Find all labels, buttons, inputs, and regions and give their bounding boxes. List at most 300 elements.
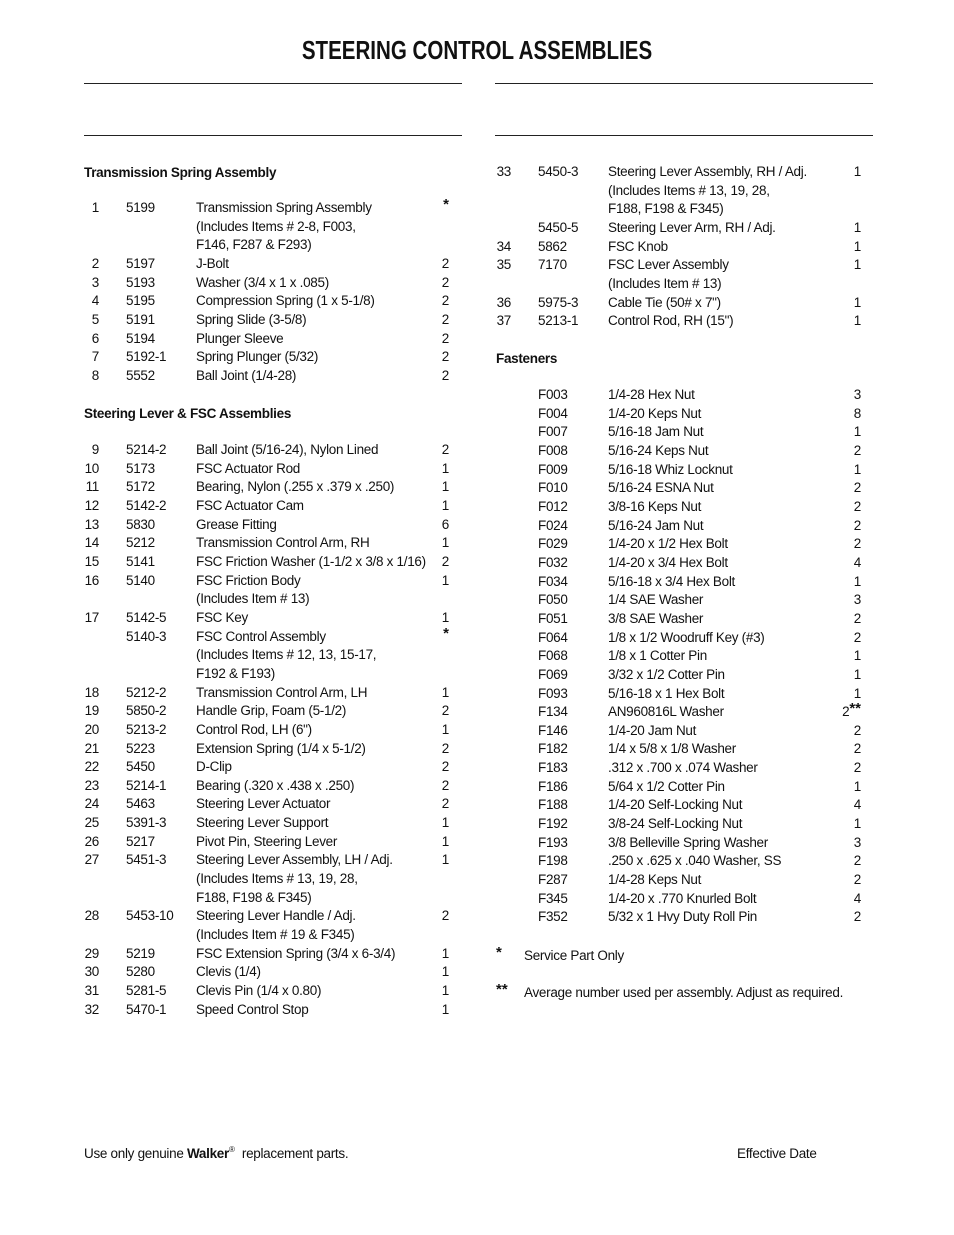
parts-row: [496, 163, 874, 182]
part-description: (Includes Items # 13, 19, 28,: [608, 182, 770, 198]
part-number: 5450: [126, 759, 155, 775]
quantity-value: 1: [853, 164, 861, 179]
parts-row: [84, 624, 462, 647]
part-number: 5194: [126, 330, 155, 346]
part-description: F192 & F193): [196, 665, 275, 681]
quantity-value: 1: [853, 294, 861, 310]
part-description: Ball Joint (5/16-24), Nylon Lined: [196, 442, 379, 457]
part-description: 5/16-18 x 3/4 Hex Bolt: [608, 573, 735, 589]
part-description: Compression Spring (1 x 5-1/8): [196, 293, 375, 309]
part-description: Transmission Control Arm, LH: [196, 684, 368, 700]
part-number: 5191: [126, 311, 155, 327]
part-number: 5192-1: [126, 349, 167, 365]
parts-row: [496, 629, 874, 648]
part-number: F352: [538, 909, 568, 925]
part-description: 1/4-20 x 3/4 Hex Bolt: [608, 554, 728, 570]
parts-row: [496, 573, 874, 592]
quantity-value: 2: [853, 760, 861, 776]
part-description: Cable Tie (50# x 7"): [608, 294, 721, 310]
part-number: 5217: [126, 833, 155, 849]
quantity: [826, 852, 861, 871]
parts-row: [84, 1001, 462, 1020]
part-number: 5830: [126, 516, 155, 532]
part-description: .312 x .700 x .074 Washer: [608, 760, 758, 776]
part-description: Steering Lever Arm, RH / Adj.: [608, 219, 776, 235]
item-number: 11: [85, 479, 99, 495]
quantity-value: 1: [853, 666, 861, 682]
brand-name: Walker: [186, 1146, 229, 1161]
parts-row: [84, 497, 462, 516]
header-rule: [84, 135, 462, 136]
parts-row: [496, 871, 874, 890]
part-description: Washer (3/4 x 1 x .085): [196, 274, 329, 290]
part-number: 5142-5: [126, 609, 167, 625]
parts-row-continuation: [84, 236, 462, 255]
part-number: F050: [538, 592, 568, 608]
parts-row: [496, 238, 874, 257]
quantity: [414, 721, 449, 740]
part-number: F287: [538, 872, 568, 888]
quantity-value: 1: [441, 833, 449, 849]
section-heading-transmission-spring: Transmission Spring Assembly: [84, 165, 277, 180]
quantity-value: 1: [853, 461, 861, 477]
part-description: Bearing (.320 x .438 x .250): [196, 777, 355, 793]
part-description: 1/4 SAE Washer: [608, 592, 704, 608]
part-number: F024: [538, 517, 568, 533]
item-number: 26: [84, 833, 99, 849]
quantity-value: 1: [853, 648, 861, 664]
part-number: 5450-3: [538, 164, 579, 179]
quantity-value: 1: [441, 983, 449, 999]
quantity-value: 2: [842, 704, 850, 720]
item-number: 15: [84, 553, 99, 569]
parts-row: [84, 833, 462, 852]
quantity: [826, 554, 861, 573]
footnote-mark: **: [496, 981, 508, 998]
quantity: [414, 1001, 449, 1020]
quantity-value: 2: [441, 553, 449, 569]
quantity-value: 3: [853, 592, 861, 608]
part-number: F182: [538, 741, 568, 757]
item-number: 18: [84, 684, 99, 700]
part-number: 5212-2: [126, 684, 167, 700]
part-number: 5391-3: [126, 815, 167, 831]
quantity: [826, 294, 861, 313]
part-number: 5173: [126, 460, 155, 476]
item-number: 10: [84, 460, 99, 476]
parts-row: [496, 852, 874, 871]
quantity-value: 2: [441, 255, 449, 271]
part-number: F003: [538, 387, 568, 402]
quantity-value: 1: [441, 572, 449, 588]
part-description: 5/16-24 Keps Nut: [608, 442, 709, 458]
parts-row: [496, 498, 874, 517]
parts-row-continuation: [84, 926, 462, 945]
part-description: Plunger Sleeve: [196, 330, 284, 346]
quantity: [826, 442, 861, 461]
quantity: [414, 814, 449, 833]
part-description: 1/4-20 x .770 Knurled Bolt: [608, 890, 757, 906]
quantity: [826, 386, 861, 405]
parts-row: [84, 572, 462, 591]
parts-row: [496, 461, 874, 480]
parts-row: [84, 851, 462, 870]
parts-row-continuation: [84, 665, 462, 684]
section-heading-steering-lever-fsc: Steering Lever & FSC Assemblies: [84, 406, 292, 421]
parts-row: [496, 219, 874, 238]
part-description: Spring Plunger (5/32): [196, 349, 319, 365]
part-description: Steering Lever Support: [196, 815, 329, 831]
quantity-value: 4: [853, 554, 861, 570]
quantity: [826, 759, 861, 778]
item-number: 4: [91, 293, 99, 309]
quantity-value: 2: [441, 442, 449, 457]
parts-row: [496, 685, 874, 704]
parts-row: [84, 516, 462, 535]
part-number: F010: [538, 480, 568, 496]
part-description: Ball Joint (1/4-28): [196, 367, 297, 383]
parts-row: [496, 796, 874, 815]
part-number: F034: [538, 573, 568, 589]
quantity: [414, 945, 449, 964]
part-number: F188: [538, 797, 568, 813]
part-number: 5470-1: [126, 1001, 167, 1017]
quantity-value: 2: [853, 498, 861, 514]
part-number: 5195: [126, 293, 155, 309]
quantity: [826, 908, 861, 927]
quantity: [826, 573, 861, 592]
quantity-value: 2: [853, 442, 861, 458]
quantity: [826, 498, 861, 517]
quantity: [414, 833, 449, 852]
part-description: 5/16-24 ESNA Nut: [608, 480, 714, 496]
parts-row-continuation: [496, 200, 874, 219]
quantity: [826, 722, 861, 741]
registered-mark: ®: [228, 1145, 235, 1154]
quantity: [414, 624, 449, 647]
parts-row: [496, 535, 874, 554]
quantity-value: 1: [441, 721, 449, 737]
item-number: 36: [496, 294, 511, 310]
part-number: F032: [538, 554, 568, 570]
part-description: .250 x .625 x .040 Washer, SS: [608, 853, 782, 869]
parts-row: [496, 610, 874, 629]
part-description: 1/8 x 1/2 Woodruff Key (#3): [608, 629, 765, 645]
part-description: Steering Lever Handle / Adj.: [196, 908, 356, 924]
part-number: 5451-3: [126, 852, 167, 868]
part-number: 5197: [126, 255, 155, 271]
quantity: [826, 238, 861, 257]
part-number: F009: [538, 461, 568, 477]
quantity-value: 1: [853, 573, 861, 589]
part-number: 5850-2: [126, 703, 167, 719]
quantity-value: 2: [441, 311, 449, 327]
footnote-average-number: [496, 981, 874, 1003]
parts-row: [496, 740, 874, 759]
part-number: F345: [538, 890, 568, 906]
quantity: [826, 796, 861, 815]
section-heading-fasteners: Fasteners: [496, 351, 558, 366]
quantity-value: 2: [441, 796, 449, 812]
item-number: 5: [91, 311, 99, 327]
quantity: [414, 777, 449, 796]
quantity: [826, 423, 861, 442]
part-description: FSC Actuator Cam: [196, 497, 304, 513]
part-number: F008: [538, 442, 568, 458]
item-number: 28: [84, 908, 99, 924]
part-description: AN960816L Washer: [608, 704, 724, 720]
footer-prefix: Use only genuine: [84, 1146, 184, 1161]
footnote-mark: *: [496, 944, 502, 961]
part-number: 5463: [126, 796, 155, 812]
parts-row: [84, 460, 462, 479]
part-description: Pivot Pin, Steering Lever: [196, 833, 338, 849]
part-description: 3/8-24 Self-Locking Nut: [608, 816, 743, 832]
part-description: Control Rod, RH (15"): [608, 313, 734, 329]
parts-row: [84, 814, 462, 833]
parts-row: [84, 758, 462, 777]
parts-row-continuation: [496, 182, 874, 201]
part-description: FSC Knob: [608, 238, 668, 254]
part-description: 1/8 x 1 Cotter Pin: [608, 648, 707, 664]
part-number: 5223: [126, 740, 155, 756]
part-number: F051: [538, 610, 568, 626]
quantity: [414, 740, 449, 759]
parts-row: [496, 778, 874, 797]
part-description: 3/8 Belleville Spring Washer: [608, 834, 768, 850]
part-description: FSC Friction Body: [196, 572, 301, 588]
quantity: [826, 219, 861, 238]
quantity-value: 2: [441, 740, 449, 756]
quantity: [826, 740, 861, 759]
part-number: 5142-2: [126, 497, 167, 513]
item-number: 32: [84, 1001, 99, 1017]
part-description: (Includes Items # 2-8, F003,: [196, 218, 356, 234]
item-number: 24: [84, 796, 99, 812]
quantity-value: 1: [853, 816, 861, 832]
parts-row: [84, 702, 462, 721]
quantity-value: 3: [853, 834, 861, 850]
effective-date-label: Effective Date: [737, 1146, 817, 1161]
part-description: Steering Lever Assembly, RH / Adj.: [608, 164, 807, 179]
part-number: F068: [538, 648, 568, 664]
quantity-value: 1: [441, 684, 449, 700]
page-title: STEERING CONTROL ASSEMBLIES: [301, 35, 653, 65]
item-number: 31: [84, 983, 99, 999]
part-description: 3/8-16 Keps Nut: [608, 498, 702, 514]
quantity: [826, 163, 861, 182]
parts-row: [496, 294, 874, 313]
quantity-value: 2: [853, 517, 861, 533]
part-description: 5/64 x 1/2 Cotter Pin: [608, 778, 725, 794]
part-number: 5172: [126, 479, 155, 495]
parts-row: [496, 666, 874, 685]
part-description: Speed Control Stop: [196, 1001, 309, 1017]
part-number: 5219: [126, 945, 155, 961]
parts-row: [84, 534, 462, 553]
quantity: [826, 312, 861, 331]
part-number: F004: [538, 405, 568, 421]
quantity: [826, 778, 861, 797]
parts-row-continuation: [496, 275, 874, 294]
part-description: Extension Spring (1/4 x 5-1/2): [196, 740, 366, 756]
header-rule: [495, 135, 873, 136]
parts-row: [84, 684, 462, 703]
quantity: [414, 534, 449, 553]
footnote-text: Average number used per assembly. Adjust as required.: [524, 985, 844, 1000]
part-description: FSC Actuator Rod: [196, 460, 300, 476]
item-number: 1: [91, 200, 99, 215]
parts-row: [84, 945, 462, 964]
part-description: FSC Control Assembly: [196, 628, 326, 644]
part-description: 1/4-20 Jam Nut: [608, 722, 697, 738]
part-number: F183: [538, 760, 568, 776]
quantity-value: 1: [853, 238, 861, 254]
quantity: [414, 684, 449, 703]
quantity: [826, 647, 861, 666]
part-description: 1/4 x 5/8 x 1/8 Washer: [608, 741, 736, 757]
parts-row-continuation: [84, 218, 462, 237]
quantity-value: 1: [853, 219, 861, 235]
part-number: F029: [538, 536, 568, 552]
quantity: [826, 666, 861, 685]
part-number: F012: [538, 498, 568, 514]
parts-table-transmission-spring: [84, 196, 462, 386]
quantity-value: 1: [853, 424, 861, 440]
quantity: [414, 982, 449, 1001]
item-number: 25: [84, 815, 99, 831]
part-number: F093: [538, 685, 568, 701]
parts-row: [84, 982, 462, 1001]
part-description: (Includes Item # 19 & F345): [196, 927, 355, 943]
part-number: 5552: [126, 367, 155, 383]
part-number: 5199: [126, 200, 155, 215]
part-description: 1/4-28 Hex Nut: [608, 387, 695, 402]
quantity-value: 3: [853, 387, 861, 402]
item-number: 34: [496, 238, 511, 254]
part-description: (Includes Item # 13): [196, 591, 310, 607]
quantity: [414, 330, 449, 349]
parts-row: [496, 423, 874, 442]
parts-row: [496, 442, 874, 461]
item-number: 19: [84, 703, 99, 719]
part-description: Spring Slide (3-5/8): [196, 311, 307, 327]
item-number: 23: [84, 777, 99, 793]
quantity-value: 1: [853, 257, 861, 273]
quantity: [826, 871, 861, 890]
part-number: 5140: [126, 572, 155, 588]
footnote-mark: **: [849, 700, 861, 718]
quantity-value: 2: [441, 349, 449, 365]
part-description: 5/16-18 Whiz Locknut: [608, 461, 733, 477]
item-number: 29: [84, 945, 99, 961]
quantity: [826, 517, 861, 536]
parts-row: [84, 274, 462, 293]
item-number: 7: [91, 349, 99, 365]
part-description: 3/8 SAE Washer: [608, 610, 704, 626]
part-description: 5/16-24 Jam Nut: [608, 517, 704, 533]
quantity: [414, 274, 449, 293]
footnote-text: Service Part Only: [524, 948, 624, 963]
part-number: 5280: [126, 964, 155, 980]
part-number: 7170: [538, 257, 567, 273]
parts-row: [84, 609, 462, 628]
footer-disclaimer: [84, 1145, 348, 1164]
quantity: [826, 815, 861, 834]
parts-row: [496, 815, 874, 834]
part-description: FSC Lever Assembly: [608, 257, 729, 273]
part-number: 5214-1: [126, 777, 167, 793]
part-description: 3/32 x 1/2 Cotter Pin: [608, 666, 725, 682]
quantity: [414, 497, 449, 516]
item-number: 37: [496, 313, 511, 329]
header-rule: [495, 83, 873, 84]
part-number: F064: [538, 629, 568, 645]
quantity-value: 2: [853, 536, 861, 552]
parts-row: [496, 591, 874, 610]
part-description: FSC Key: [196, 609, 248, 625]
quantity: [826, 629, 861, 648]
quantity-value: 2: [853, 629, 861, 645]
parts-row: [84, 777, 462, 796]
part-number: 5213-1: [538, 313, 579, 329]
quantity-value: 2: [853, 480, 861, 496]
part-description: FSC Friction Washer (1-1/2 x 3/8 x 1/16): [196, 553, 426, 569]
parts-row: [496, 759, 874, 778]
parts-row: [84, 367, 462, 386]
part-description: (Includes Item # 13): [608, 275, 722, 291]
item-number: 8: [91, 367, 99, 383]
part-description: Grease Fitting: [196, 516, 277, 532]
part-number: F198: [538, 853, 568, 869]
quantity-value: 2: [441, 367, 449, 383]
quantity-value: 2: [853, 909, 861, 925]
footer-suffix: replacement parts.: [241, 1146, 349, 1161]
parts-row: [84, 441, 462, 460]
quantity-value: 1: [441, 460, 449, 476]
parts-row: [84, 740, 462, 759]
part-number: F146: [538, 722, 568, 738]
parts-row: [496, 554, 874, 573]
parts-row: [84, 478, 462, 497]
item-number: 35: [496, 257, 511, 273]
parts-row-continuation: [84, 870, 462, 889]
quantity: [414, 553, 449, 572]
quantity-value: 8: [853, 405, 861, 421]
quantity: [414, 702, 449, 721]
parts-row: [84, 196, 462, 218]
quantity-value: 2: [853, 722, 861, 738]
parts-row: [496, 647, 874, 666]
quantity-value: 6: [441, 516, 449, 532]
parts-row: [496, 405, 874, 424]
item-number: 21: [84, 740, 99, 756]
item-number: 14: [84, 535, 99, 551]
quantity: [826, 591, 861, 610]
parts-row-continuation: [84, 590, 462, 609]
parts-table-steering-lever-fsc: [84, 441, 462, 1019]
item-number: 27: [84, 852, 99, 868]
quantity: [414, 516, 449, 535]
quantity: [414, 758, 449, 777]
part-number: F193: [538, 834, 568, 850]
part-description: 1/4-20 x 1/2 Hex Bolt: [608, 536, 728, 552]
quantity: [826, 700, 861, 722]
part-description: (Includes Items # 13, 19, 28,: [196, 871, 358, 887]
part-number: 5453-10: [126, 908, 174, 924]
part-description: Bearing, Nylon (.255 x .379 x .250): [196, 479, 395, 495]
footnote-service-part: [496, 944, 874, 966]
